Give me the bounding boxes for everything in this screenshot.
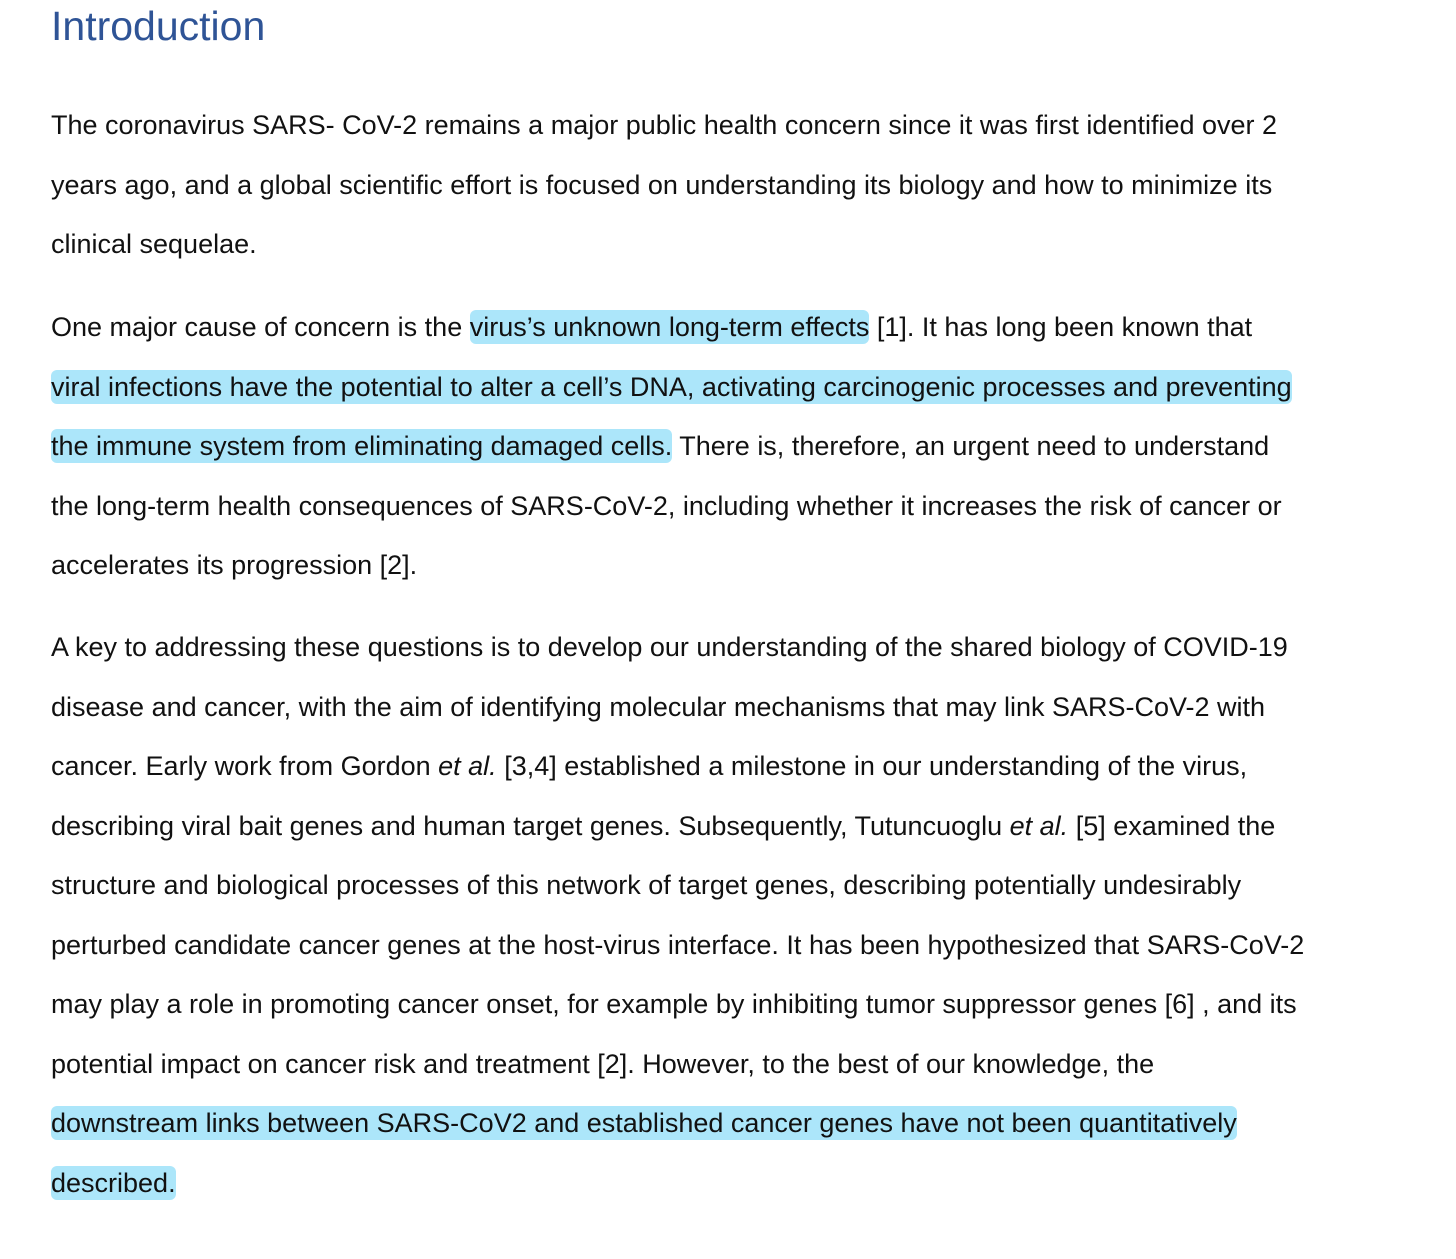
text-run: The coronavirus SARS- CoV-2 remains a major public health concern since it was first identified over 2 (51, 110, 1278, 140)
text-line (51, 618, 1304, 678)
text-line (51, 1154, 1304, 1214)
text-run: disease and cancer, with the aim of identifying molecular mechanisms that may link SARS-CoV-2 with (51, 691, 1266, 722)
paragraph-2 (51, 298, 1292, 596)
text-run: cancer. Early work from Gordon (51, 751, 439, 781)
text-run: may play a role in promoting cancer onset, for example by inhibiting tumor suppressor genes [6] , and its (51, 989, 1297, 1019)
highlighted-text: downstream links between SARS-CoV2 and established cancer genes have not been quantitatively (51, 1108, 1237, 1138)
text-run: [5] examined the (1068, 810, 1276, 841)
text-line (51, 916, 1304, 976)
text-line (51, 678, 1304, 738)
text-run: the long-term health consequences of SARS-CoV-2, including whether it increases the risk of cancer or (51, 490, 1282, 521)
text-run: describing viral bait genes and human target genes. Subsequently, Tutuncuoglu (51, 810, 1010, 841)
text-line (51, 975, 1304, 1035)
text-run: clinical sequelae. (51, 229, 257, 259)
text-line (51, 96, 1277, 156)
text-run: One major cause of concern is the (51, 312, 470, 342)
text-line (51, 737, 1304, 797)
text-line (51, 215, 1277, 275)
text-run: potential impact on cancer risk and treatment [2]. However, to the best of our knowledge, the (51, 1048, 1155, 1079)
text-line (51, 1035, 1304, 1095)
italic-text: et al. (1009, 810, 1069, 841)
text-line (51, 536, 1292, 596)
paragraph-1 (51, 96, 1277, 275)
highlighted-text: viral infections have the potential to alter a cell’s DNA, activating carcinogenic processes and preventing (51, 371, 1292, 402)
text-line (51, 417, 1292, 477)
text-run: accelerates its progression [2]. (51, 550, 418, 580)
section-heading: Introduction (51, 3, 266, 49)
highlighted-text: virus’s unknown long-term effects (469, 312, 870, 342)
text-line (51, 1094, 1304, 1154)
text-line (51, 156, 1277, 216)
text-run: perturbed candidate cancer genes at the host-virus interface. It has been hypothesized that SARS-CoV-2 (51, 929, 1305, 960)
text-line (51, 797, 1304, 857)
highlighted-text: the immune system from eliminating damaged cells. (51, 431, 673, 461)
text-line (51, 477, 1292, 537)
text-run: [3,4] established a milestone in our understanding of the virus, (496, 751, 1248, 781)
text-run: A key to addressing these questions is to develop our understanding of the shared biology of COVID-19 (51, 632, 1288, 662)
highlighted-text: described. (51, 1167, 176, 1198)
text-line (51, 358, 1292, 418)
italic-text: et al. (438, 751, 497, 781)
text-run: years ago, and a global scientific effort is focused on understanding its biology and how to minimize its (51, 169, 1273, 200)
text-line (51, 856, 1304, 916)
text-line (51, 298, 1292, 358)
paragraph-3 (51, 618, 1304, 1213)
text-run: There is, therefore, an urgent need to understand (672, 431, 1270, 461)
text-run: structure and biological processes of this network of target genes, describing potentially undesirably (51, 870, 1242, 900)
text-run: [1]. It has long been known that (869, 312, 1253, 342)
